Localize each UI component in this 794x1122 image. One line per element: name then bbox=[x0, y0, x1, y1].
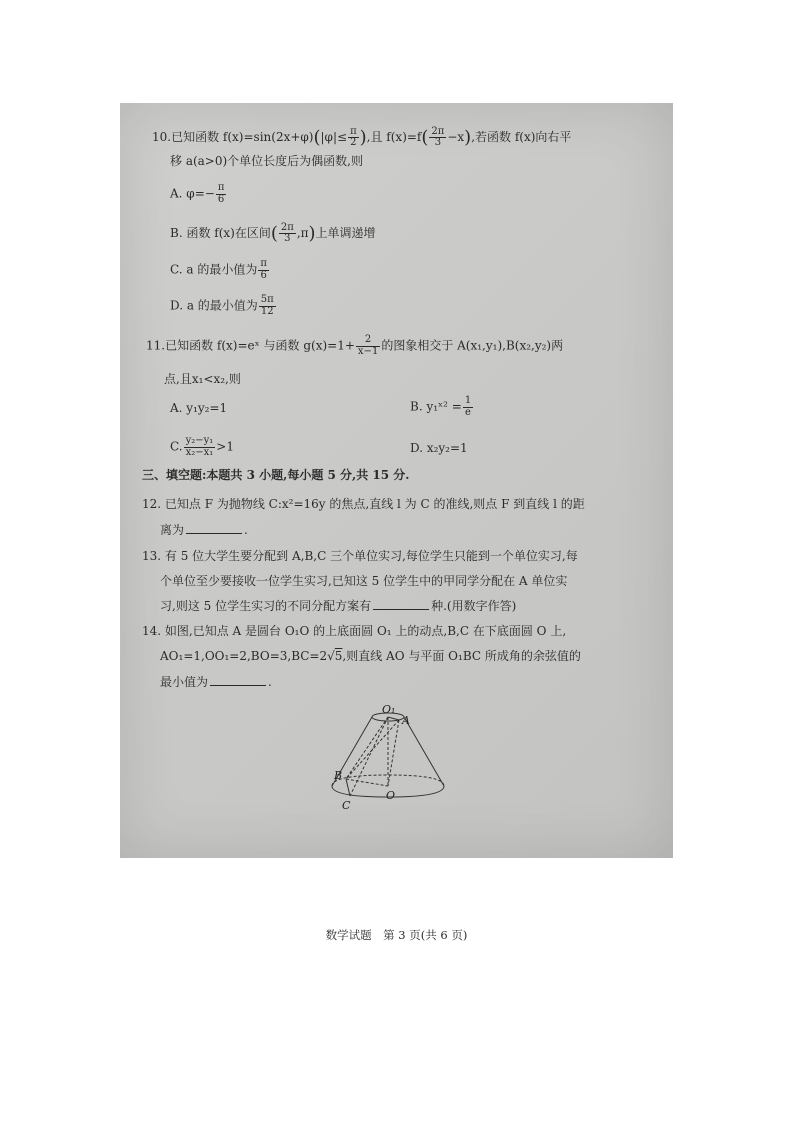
answer-blank-13[interactable] bbox=[373, 599, 429, 610]
question-12-line-1: 12. 已知点 F 为抛物线 C:x²=16y 的焦点,直线 l 为 C 的准线,则点 F 到直线 l 的距 bbox=[142, 497, 585, 511]
question-13-line-1: 13. 有 5 位大学生要分配到 A,B,C 三个单位实习,每位学生只能到一个单位实习,每 bbox=[142, 549, 578, 563]
question-13-line-2: 个单位至少要接收一位学生实习,已知这 5 位学生中的甲同学分配在 A 单位实 bbox=[160, 574, 568, 588]
question-10-line-1: 10.已知函数 f(x)=sin(2x+φ)(|φ|≤ $\frac{\pi}{2}$ ),且 f(x)=f( $\frac{2\pi}{3}$ −x),若函数 f(x)向右平 bbox=[152, 125, 572, 149]
question-10-line-2: 移 a(a>0)个单位长度后为偶函数,则 bbox=[170, 154, 363, 168]
answer-blank-12[interactable] bbox=[186, 523, 242, 534]
answer-blank-14[interactable] bbox=[210, 675, 266, 686]
question-13-line-3: 习,则这 5 位学生实习的不同分配方案有 种.(用数字作答) bbox=[160, 599, 517, 613]
question-11-option-c: C. $\frac{\text{y₂−y₁}}{\text{x₂−x₁}}$ >1 bbox=[170, 435, 234, 458]
question-11-option-b: B. y₁ˣ² = $\frac{1}{e}$ bbox=[410, 395, 472, 418]
segment-b-c bbox=[346, 779, 350, 796]
question-12-line-2: 离为 . bbox=[160, 523, 248, 537]
segment-a-o bbox=[388, 720, 399, 786]
section-3-heading: 三、填空题:本题共 3 小题,每小题 5 分,共 15 分. bbox=[142, 468, 410, 482]
label-b: B bbox=[334, 769, 343, 782]
question-10-option-a: A. φ=− $\frac{\pi}{6}$ bbox=[170, 182, 225, 205]
question-11-line-1: 11.已知函数 f(x)=eˣ 与函数 g(x)=1+ $\frac{2}{x-1}$ 的图象相交于 A(x₁,y₁),B(x₂,y₂)两 bbox=[146, 334, 564, 357]
label-a: A bbox=[402, 714, 410, 727]
segment-o1-c bbox=[350, 717, 388, 796]
segment-b-o bbox=[346, 779, 388, 786]
page-footer: 数学试题 第 3 页(共 6 页) bbox=[325, 928, 468, 942]
question-10-option-c: C. a 的最小值为 $\frac{\pi}{6}$ bbox=[170, 258, 267, 281]
question-10-option-d: D. a 的最小值为 $\frac{5\pi}{12}$ bbox=[170, 294, 274, 317]
question-11-line-2: 点,且x₁<x₂,则 bbox=[164, 372, 241, 386]
segment-o1-a bbox=[388, 717, 399, 720]
question-14-line-3: 最小值为 . bbox=[160, 675, 272, 689]
question-14-line-2: AO₁=1,OO₁=2,BO=3,BC=2√5,则直线 AO 与平面 O₁BC 所成角的余弦值的 bbox=[160, 649, 581, 663]
frustum-figure bbox=[328, 703, 468, 811]
label-o1: O₁ bbox=[382, 703, 396, 716]
label-o: O bbox=[386, 789, 396, 802]
question-11-option-a: A. y₁y₂=1 bbox=[170, 401, 228, 415]
question-14-line-1: 14. 如图,已知点 A 是圆台 O₁O 的上底面圆 O₁ 上的动点,B,C 在下底面圆 O 上, bbox=[142, 624, 567, 638]
question-10-option-b: B. 函数 f(x)在区间( $\frac{2\pi}{3}$ ,π)上单调递增 bbox=[170, 221, 376, 245]
question-11-option-d: D. x₂y₂=1 bbox=[410, 441, 468, 455]
scanned-page-photo bbox=[120, 103, 673, 942]
label-c: C bbox=[342, 799, 351, 811]
